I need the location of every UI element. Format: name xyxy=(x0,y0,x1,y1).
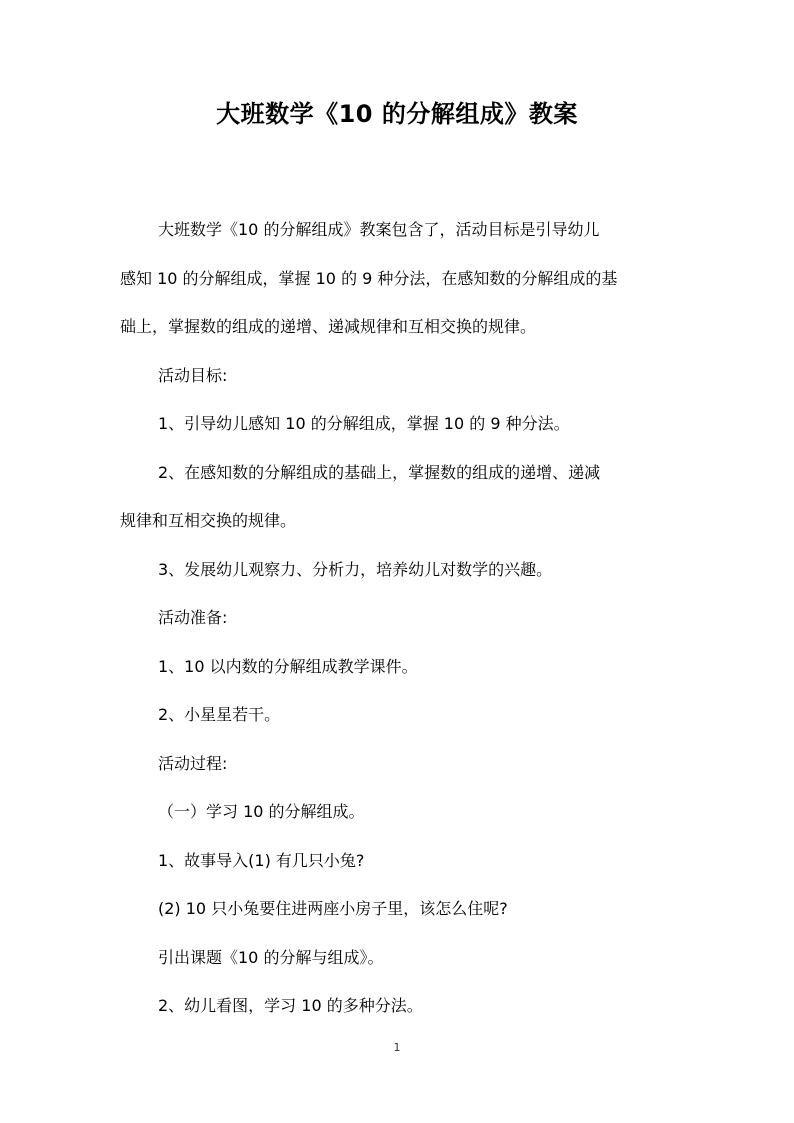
preparation-item-1: 1、10 以内数的分解组成教学课件。 xyxy=(158,656,418,676)
page-number: 1 xyxy=(393,1041,401,1054)
preparation-item-2: 2、小星星若干。 xyxy=(158,705,281,724)
topic-introduction: 引出课题《10 的分解与组成》。 xyxy=(158,947,384,967)
process-step-1: 1、故事导入(1) 有几只小兔? xyxy=(158,850,365,870)
process-step-1-question-2: (2) 10 只小兔要住进两座小房子里，该怎么住呢? xyxy=(158,899,508,918)
goal-item-1: 1、引导幼儿感知 10 的分解组成，掌握 10 的 9 种分法。 xyxy=(158,414,570,433)
goal-item-2-line-2: 规律和互相交换的规律。 xyxy=(120,511,297,530)
goal-item-3: 3、发展幼儿观察力、分析力，培养幼儿对数学的兴趣。 xyxy=(158,559,553,579)
process-section-1: （一）学习 10 的分解组成。 xyxy=(158,802,365,821)
document-body xyxy=(120,206,678,1031)
preparation-heading: 活动准备: xyxy=(158,608,228,627)
goals-heading: 活动目标: xyxy=(158,365,228,385)
intro-paragraph-line-1: 大班数学《10 的分解组成》教案包含了，活动目标是引导幼儿 xyxy=(158,220,600,239)
intro-paragraph-line-2: 感知 10 的分解组成，掌握 10 的 9 种分法，在感知数的分解组成的基 xyxy=(120,268,618,288)
process-step-2: 2、幼儿看图，学习 10 的多种分法。 xyxy=(158,996,423,1015)
process-heading: 活动过程: xyxy=(158,753,228,773)
intro-paragraph-line-3: 础上，掌握数的组成的递增、递减规律和互相交换的规律。 xyxy=(120,317,537,336)
document-title: 大班数学《10 的分解组成》教案 xyxy=(216,100,578,128)
goal-item-2-line-1: 2、在感知数的分解组成的基础上，掌握数的组成的递增、递减 xyxy=(158,462,601,482)
